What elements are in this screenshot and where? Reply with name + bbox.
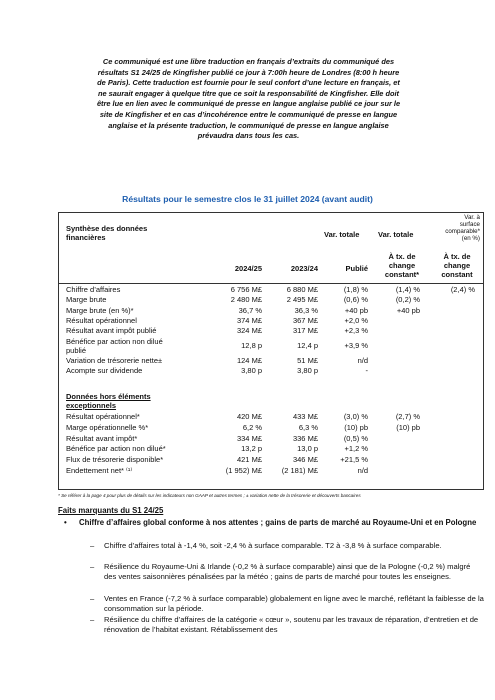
cell-2023: 6,3 %	[298, 422, 318, 432]
cell-publie: +40 pb	[344, 305, 368, 315]
header-donnees: Données hors éléments	[66, 392, 151, 401]
header-var-surface-3: comparable*	[445, 228, 480, 235]
dash-icon: –	[90, 615, 95, 624]
header-synthese-line2: financières	[66, 233, 106, 242]
cell-2023: 367 M£	[292, 315, 318, 325]
cell-2023: 433 M£	[292, 412, 318, 421]
cell-publie: n/d	[357, 466, 368, 475]
cell-publie: +2,0 %	[344, 315, 368, 325]
cell-2023: 12,4 p	[297, 340, 318, 350]
row-label: Marge brute	[66, 295, 107, 305]
cell-2024: 6,2 %	[242, 422, 262, 432]
cell-2023: 2 495 M£	[286, 295, 318, 305]
cell-2023: 36,3 %	[294, 305, 318, 315]
header-atx-c: constant*	[384, 270, 420, 279]
cell-publie: +3,9 %	[344, 340, 368, 350]
cell-publie: -	[365, 366, 368, 376]
header-donnees-line2: exceptionnels	[66, 401, 117, 410]
cell-surface: (2,4) %	[450, 285, 475, 294]
cell-2024: (1 952) M£	[225, 466, 262, 475]
cell-publie: (1,8) %	[343, 285, 368, 294]
cell-atx: (2,7) %	[395, 412, 420, 421]
cell-2024: 124 M£	[236, 356, 262, 365]
dash-icon: –	[90, 594, 95, 603]
dash-icon: –	[90, 541, 95, 550]
row-label: Endettement net* ⁽¹⁾	[66, 466, 133, 475]
cell-atx: (10) pb	[396, 422, 420, 432]
cell-2023: 6 880 M£	[286, 285, 318, 294]
cell-2024: 3,80 p	[241, 366, 262, 376]
cell-2024: 12,8 p	[241, 340, 262, 350]
cell-2024: 13,2 p	[241, 444, 262, 454]
header-publie: Publié	[345, 264, 368, 273]
highlight-bullet-text: Chiffre d’affaires global conforme à nos attentes ; gains de parts de marché au Royaume-Uni et en Pologne	[79, 518, 477, 527]
cell-2024: 420 M£	[236, 412, 262, 421]
cell-2024: 6 756 M£	[230, 285, 262, 294]
table-footnote: * Se référer à la page 4 pour plus de détails sur les indicateurs non GAAP et autres termes ; ± variation nette de la trésorerie et découverts bancaires	[58, 493, 361, 498]
row-label: Flux de trésorerie disponible*	[66, 455, 164, 465]
cell-2024: 334 M£	[236, 433, 262, 443]
cell-2023: 13,0 p	[297, 444, 318, 454]
row-label: Résultat avant impôt*	[66, 433, 138, 443]
cell-2023: 3,80 p	[297, 366, 318, 376]
cell-publie: (0,5) %	[343, 433, 368, 443]
cell-publie: n/d	[357, 356, 368, 365]
header-atx2-b: change	[443, 261, 471, 270]
cell-publie: (3,0) %	[343, 412, 368, 421]
cell-2024: 36,7 %	[238, 305, 262, 315]
highlights-title: Faits marquants du S1 24/25	[58, 506, 164, 515]
intro-disclaimer: Ce communiqué est une libre traduction en français d’extraits du communiqué des résultats S1 24/25 de Kingfisher publié ce jour à 7:00h heure de Londres (8:00 h heure de Paris). Cette traduction est fournie pour le seul confort d’une lecture en français, et ne saurait engager à quelque titre que ce soit la responsabilité de Kingfisher. Elle doit être lue en lien avec le communiqué de presse en langue anglaise publié ce jour sur le site de Kingfisher et en cas d’incohérence entre le communiqué de presse en langue anglaise et la présente traduction, le communiqué de presse en langue anglaise prévaudra dans tous les cas.	[96, 57, 401, 141]
bullet-dot-icon: •	[64, 518, 67, 527]
header-2024: 2024/25	[234, 264, 262, 273]
cell-atx: +40 pb	[396, 305, 420, 315]
cell-2024: 421 M£	[236, 455, 262, 465]
cell-2024: 374 M£	[236, 315, 262, 325]
header-atx: À tx. de	[388, 252, 416, 261]
header-atx2: À tx. de	[443, 252, 471, 261]
cell-2023: 336 M£	[292, 433, 318, 443]
cell-publie: +1,2 %	[344, 444, 368, 454]
row-label: Chiffre d’affaires	[66, 285, 121, 294]
row-label: Marge opérationnelle %*	[66, 422, 149, 432]
header-var-surface-2: surface	[459, 221, 480, 228]
header-atx2-c: constant	[441, 270, 473, 279]
row-label: Marge brute (en %)*	[66, 305, 134, 315]
cell-publie: +2,3 %	[344, 326, 368, 336]
cell-2024: 324 M£	[236, 326, 262, 336]
row-label: Bénéfice par action non dilué	[66, 336, 163, 346]
sub-bullet-text: Chiffre d’affaires total à -1,4 %, soit -2,4 % à surface comparable. T2 à -3,8 % à surface comparable.	[104, 541, 442, 550]
header-atx-b: change	[388, 261, 416, 270]
header-var-totale: Var. totale	[324, 230, 360, 239]
cell-publie: (10) pb	[344, 422, 368, 432]
sub-bullet-text: Ventes en France (-7,2 % à surface comparable) globalement en ligne avec le marché, reflétant la faiblesse de la consommation sur la période.	[104, 594, 484, 614]
cell-2023: 346 M£	[292, 455, 318, 465]
header-var-surface-4: (en %)	[461, 235, 480, 242]
header-2023: 2023/24	[290, 264, 318, 273]
cell-publie: (0,6) %	[343, 295, 368, 305]
results-title: Résultats pour le semestre clos le 31 juillet 2024 (avant audit)	[122, 194, 373, 204]
dash-icon: –	[90, 562, 95, 571]
table-header-rule	[58, 283, 484, 284]
row-label: Résultat opérationnel	[66, 315, 137, 325]
cell-2023: 317 M£	[292, 326, 318, 336]
row-label: Bénéfice par action non dilué*	[66, 444, 166, 454]
cell-atx: (1,4) %	[395, 285, 420, 294]
sub-bullet-text: Résilience du Royaume-Uni & Irlande (-0,2 % à surface comparable) ainsi que de la Pologne (-0,2 %) malgré des ventes saisonnières pénalisées par la météo ; gains de parts de marché pour toutes les enseignes.	[104, 562, 471, 582]
header-var-surface: Var. à	[464, 214, 480, 221]
row-label-line2: publié	[66, 345, 87, 355]
row-label: Résultat opérationnel*	[66, 412, 140, 421]
sub-bullet-text: Résilience du chiffre d’affaires de la catégorie « cœur », soutenu par les travaux de réparation, d’entretien et de rénovation de l’habitat existant. Rétablissement des	[104, 615, 479, 635]
row-label: Acompte sur dividende	[66, 366, 143, 376]
header-var-totale-2: Var. totale	[378, 230, 414, 239]
cell-2023: (2 181) M£	[281, 466, 318, 475]
row-label: Résultat avant impôt publié	[66, 326, 157, 336]
cell-atx: (0,2) %	[395, 295, 420, 305]
cell-publie: +21,5 %	[340, 455, 368, 465]
row-label: Variation de trésorerie nette±	[66, 356, 163, 365]
cell-2023: 51 M£	[297, 356, 318, 365]
header-synthese: Synthèse des données	[66, 224, 148, 233]
cell-2024: 2 480 M£	[230, 295, 262, 305]
